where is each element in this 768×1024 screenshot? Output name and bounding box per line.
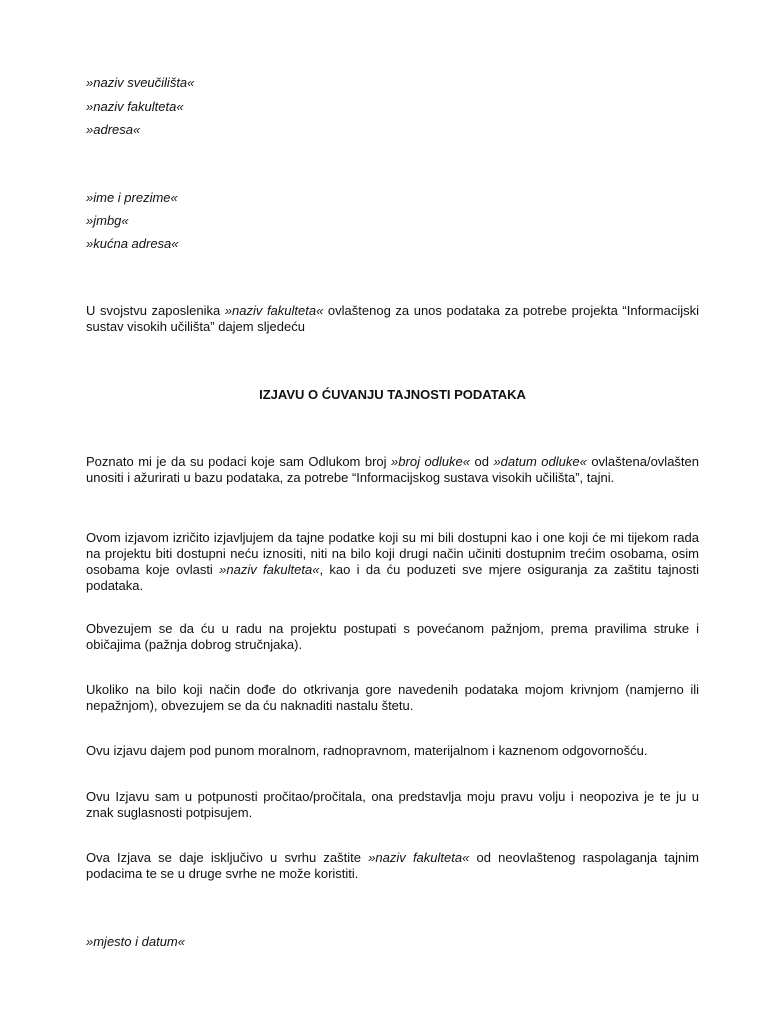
p2-text-b: , kao i da ću poduzeti sve mjere osiguranja za zaštitu tajnosti podataka. bbox=[86, 562, 699, 593]
paragraph-non-disclosure bbox=[86, 530, 699, 594]
p1-text-a: Poznato mi je da su podaci koje sam Odlukom broj bbox=[86, 454, 392, 469]
intro-faculty-placeholder: »naziv fakulteta« bbox=[224, 303, 324, 318]
p7-faculty-placeholder: »naziv fakulteta« bbox=[368, 850, 470, 865]
p7-text-a: Ova Izjava se daje isključivo u svrhu zaštite bbox=[86, 850, 369, 865]
paragraph-liability: Ukoliko na bilo koji način dođe do otkrivanja gore navedenih podataka mojom krivnjom (namjerno ili nepažnjom), obvezujem se da ću naknaditi nastalu štetu. bbox=[86, 682, 699, 713]
p1-text-b: od bbox=[469, 454, 494, 469]
paragraph-acknowledgement: Ovu Izjavu sam u potpunosti pročitao/pročitala, ona predstavlja moju pravu volju i neopoziva je te ju u znak suglasnosti potpisujem. bbox=[86, 789, 699, 820]
document-title: IZJAVU O ĆUVANJU TAJNOSTI PODATAKA bbox=[259, 387, 526, 402]
address-placeholder: »adresa« bbox=[86, 122, 141, 137]
faculty-name-placeholder: »naziv fakulteta« bbox=[86, 99, 184, 114]
paragraph-responsibility: Ovu izjavu dajem pod punom moralnom, radnopravnom, materijalnom i kaznenom odgovornošću. bbox=[86, 743, 648, 758]
p2-faculty-placeholder: »naziv fakulteta« bbox=[219, 562, 320, 577]
p1-text-c: ovlaštena/ovlašten unositi i ažurirati u bazu podataka, za potrebe “Informacijskog sustava visokih učilišta”, tajni. bbox=[86, 454, 699, 485]
p7-text-b: od neovlaštenog raspolaganja tajnim podacima te se u druge svrhe ne može koristiti. bbox=[86, 850, 699, 881]
intro-text-before: U svojstvu zaposlenika bbox=[86, 303, 225, 318]
decision-number-placeholder: »broj odluke« bbox=[391, 454, 470, 469]
paragraph-due-care: Obvezujem se da ću u radu na projektu postupati s povećanom pažnjom, prema pravilima struke i običajima (pažnja dobrog stručnjaka). bbox=[86, 621, 699, 652]
p2-text-a: Ovom izjavom izričito izjavljujem da tajne podatke koji su mi bili dostupni kao i one koji će mi tijekom rada na projektu biti dostupni neću iznositi, niti na bilo koji drugi način učiniti dostupnim trećim osobama, osim osobama koje ovlasti bbox=[86, 530, 699, 577]
employee-name-placeholder: »ime i prezime« bbox=[86, 190, 178, 205]
place-and-date-placeholder: »mjesto i datum« bbox=[86, 934, 185, 949]
paragraph-purpose bbox=[86, 850, 699, 882]
university-name-placeholder: »naziv sveučilišta« bbox=[86, 75, 195, 90]
home-address-placeholder: »kućna adresa« bbox=[86, 236, 179, 251]
decision-date-placeholder: »datum odluke« bbox=[493, 454, 587, 469]
paragraph-confidential-data bbox=[86, 454, 699, 486]
intro-text-after: ovlaštenog za unos podataka za potrebe projekta “Informacijski sustav visokih učilišta” dajem sljedeću bbox=[86, 303, 699, 334]
jmbg-placeholder: »jmbg« bbox=[86, 213, 129, 228]
intro-paragraph bbox=[86, 303, 699, 335]
